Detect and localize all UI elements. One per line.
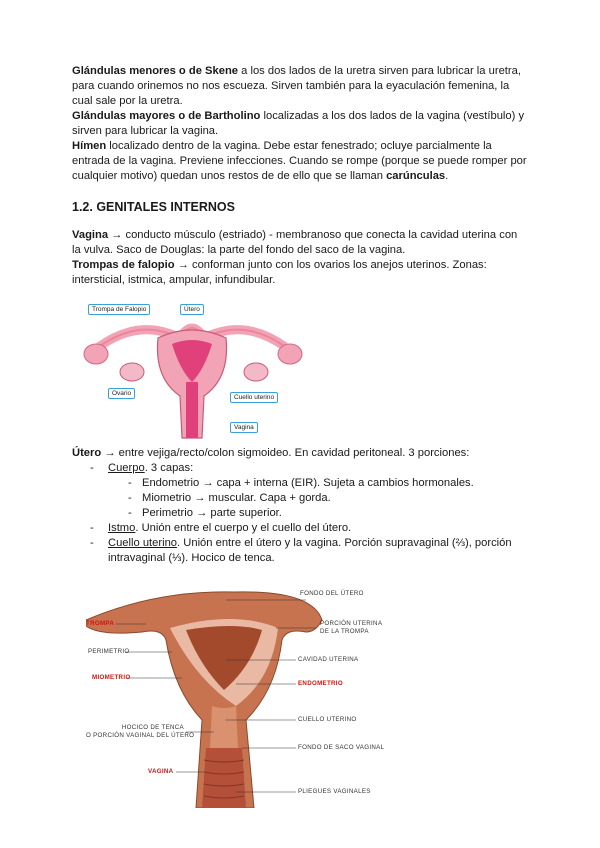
label-trompa-falopio: Trompa de Falopio <box>88 304 150 315</box>
paragraph-trompas: Trompas de falopio → conforman junto con los ovarios los anejos uterinos. Zonas: intersticial, istmica, ampular, infundibular. <box>72 259 487 286</box>
uterus-portions-list <box>72 461 528 566</box>
label-fondo-saco-vaginal: FONDO DE SACO VAGINAL <box>298 744 385 751</box>
paragraph-himen: Hímen localizado dentro de la vagina. Debe estar fenestrado; ocluye parcialmente la entrada de la vagina. Previene infecciones. Cuando se rompe (porque se puede romper por cualquier motivo) quedan unos restos de de ello que se llaman carúnculas. <box>72 140 527 182</box>
list-item-cuerpo: - Cuerpo. 3 capas: - Endometrio → capa + interna (EIR). Sujeta a cambios hormonales. - Miometrio → muscular. Capa + gorda. - Perimetrio → parte superior. <box>72 461 528 521</box>
label-porcion-uterina: PORCIÓN UTERINA DE LA TROMPA <box>320 620 383 635</box>
label-cuello-uterino: Cuello uterino <box>230 392 278 403</box>
label-hocico-tenca: HOCICO DE TENCA O PORCIÓN VAGINAL DEL ÚTERO <box>86 724 195 739</box>
label-fondo-utero: FONDO DEL ÚTERO <box>300 590 364 597</box>
paragraph-skene: Glándulas menores o de Skene a los dos lados de la uretra sirven para lubricar la uretra, para cuando orinemos no nos escueza. Sirven también para la eyaculación femenina, la cual sale por la uretra. <box>72 65 521 107</box>
label-cuello-uterino-section: CUELLO UTERINO <box>298 716 357 723</box>
uterus-section-figure <box>86 580 385 808</box>
uterus-overview-figure <box>80 298 312 442</box>
label-perimetrio: PERIMETRIO <box>88 648 130 655</box>
section-heading: 1.2. GENITALES INTERNOS <box>72 200 235 214</box>
paragraph-bartholino: Glándulas mayores o de Bartholino localizadas a los dos lados de la vagina (vestíbulo) y sirven para lubricar la vagina. <box>72 110 525 137</box>
list-item-cuello: - Cuello uterino. Unión entre el útero y la vagina. Porción supravaginal (⅔), porción intravaginal (⅓). Hocico de tenca. <box>72 536 528 566</box>
layers-list <box>108 476 528 521</box>
label-vagina-section: VAGINA <box>148 768 174 775</box>
list-item-miometrio: - Miometrio → muscular. Capa + gorda. <box>108 491 528 506</box>
uterus-section-illustration <box>86 580 385 808</box>
label-vagina: Vagina <box>230 422 258 433</box>
list-item-endometrio: - Endometrio → capa + interna (EIR). Sujeta a cambios hormonales. <box>108 476 528 491</box>
label-ovario: Ovario <box>108 388 135 399</box>
label-utero: Útero <box>180 304 204 315</box>
list-item-istmo: - Istmo. Unión entre el cuerpo y el cuello del útero. <box>72 521 528 536</box>
label-cavidad-uterina: CAVIDAD UTERINA <box>298 656 359 663</box>
label-trompa: TROMPA <box>86 620 115 627</box>
label-pliegues-vaginales: PLIEGUES VAGINALES <box>298 788 371 795</box>
uterus-overview-illustration <box>80 298 312 442</box>
label-endometrio: ENDOMETRIO <box>298 680 343 687</box>
paragraph-utero: Útero → entre vejiga/recto/colon sigmoideo. En cavidad peritoneal. 3 porciones: <box>72 447 470 459</box>
label-miometrio: MIOMETRIO <box>92 674 131 681</box>
list-item-perimetrio: - Perimetrio → parte superior. <box>108 506 528 521</box>
paragraph-vagina: Vagina → conducto músculo (estriado) - membranoso que conecta la cavidad uterina con la vulva. Saco de Douglas: la parte del fondo del saco de la vagina. <box>72 229 518 256</box>
